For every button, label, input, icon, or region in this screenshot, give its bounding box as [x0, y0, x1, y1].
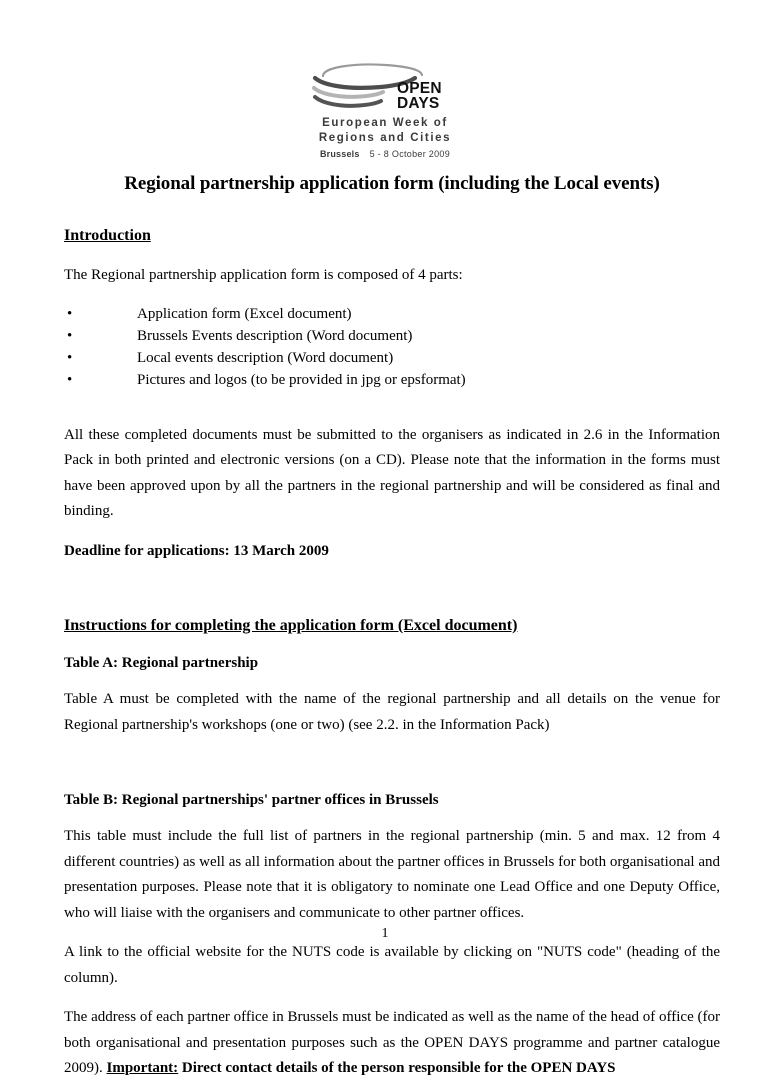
list-item: [64, 303, 720, 325]
introduction-lead-text: The Regional partnership application form is composed of 4 parts:: [64, 267, 463, 283]
heading-table-a: Table A: Regional partnership: [64, 655, 259, 671]
deadline-text: Deadline for applications: 13 March 2009: [64, 542, 329, 559]
list-item: [64, 347, 720, 369]
list-item-label: Pictures and logos (to be provided in jpg or epsformat): [137, 371, 466, 388]
document-parts-list: [64, 303, 720, 391]
list-item: [64, 369, 720, 391]
masthead-subtitle-line-2: Regions and Cities: [318, 132, 452, 144]
spacer: [64, 397, 720, 423]
spacer: [64, 752, 720, 790]
table-b-paragraph-1: This table must include the full list of partners in the regional partnership (min. 5 and max. 12 from 4 different countries) as well as all information about the partner offices in Brussels for both organisational and presentation purposes. Please note that it is obligatory to nominate one Lead Office and one Deputy Office, who will liaise with the organisers and communicate to other partner offices.: [64, 828, 720, 921]
bullet-icon: •: [67, 371, 73, 388]
heading-instructions: Instructions for completing the application form (Excel document): [64, 617, 518, 634]
important-label: Important:: [106, 1060, 179, 1076]
masthead-event-info: [0, 148, 770, 160]
table-b-paragraph-3: [64, 1005, 720, 1082]
logo-word-open: OPEN: [397, 80, 442, 97]
bullet-icon: •: [67, 327, 73, 344]
document-body: [64, 172, 720, 1082]
masthead-subtitle-line-1: European Week of: [322, 117, 448, 129]
logo-word-days: DAYS: [397, 95, 440, 112]
list-item-label: Local events description (Word document): [137, 349, 394, 366]
heading-introduction: Introduction: [64, 227, 151, 244]
table-b-paragraph-3-emphasis: Direct contact details of the person responsible for the OPEN DAYS: [178, 1060, 616, 1076]
open-days-masthead: [0, 62, 770, 160]
heading-table-b: Table B: Regional partnerships' partner offices in Brussels: [64, 792, 439, 808]
bullet-icon: •: [67, 349, 73, 366]
page-number: 1: [381, 926, 389, 941]
table-b-paragraph-2: A link to the official website for the NUTS code is available by clicking on "NUTS code" (heading of the column).: [64, 944, 720, 986]
spacer: [64, 578, 720, 616]
submission-paragraph: All these completed documents must be submitted to the organisers as indicated in 2.6 in the Information Pack in both printed and electronic versions (on a CD). Please note that the information in the forms must have been approved upon by all the partners in the regional partnership and will be considered as final and binding.: [64, 426, 720, 519]
masthead-dates: 5 - 8 October 2009: [369, 149, 451, 159]
list-item-label: Application form (Excel document): [137, 305, 352, 322]
open-days-globe-icon: [309, 62, 461, 114]
table-a-paragraph: Table A must be completed with the name of the regional partnership and all details on the venue for Regional partnership's workshops (one or two) (see 2.2. in the Information Pack): [64, 691, 720, 733]
masthead-city: Brussels: [319, 149, 360, 159]
list-item: [64, 325, 720, 347]
bullet-icon: •: [67, 305, 73, 322]
list-item-label: Brussels Events description (Word document): [137, 327, 413, 344]
page-title: Regional partnership application form (including the Local events): [124, 173, 660, 194]
table-b-paragraph-3-intro: The address of each partner office in Brussels must be indicated as well as the name of the head of office (for both organisational and presentation purposes such as the OPEN DAYS programme and partner catalogue 2009).: [64, 1009, 720, 1076]
